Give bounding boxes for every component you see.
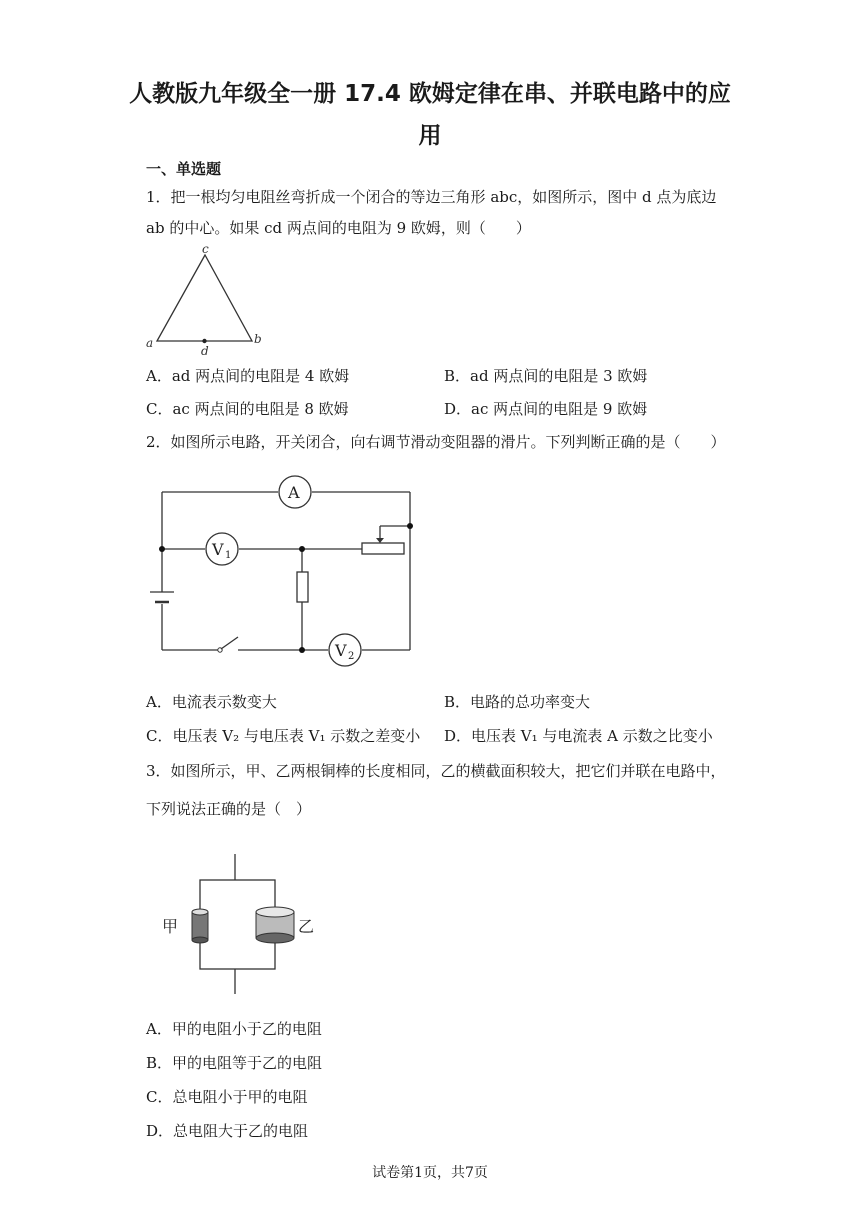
question-1-option-c[interactable]: C．ac 两点间的电阻是 8 欧姆 xyxy=(146,400,349,418)
voltmeter-2-subscript: 2 xyxy=(348,651,355,662)
section-heading: 一、单选题 xyxy=(146,160,222,178)
vertex-b-label: b xyxy=(254,332,262,346)
voltmeter-1-subscript: 1 xyxy=(225,550,232,561)
rod-yi-label: 乙 xyxy=(298,917,315,936)
voltmeter-1-label: V xyxy=(212,540,224,559)
vertex-a-label: a xyxy=(146,336,154,350)
question-3-stem-continued: 下列说法正确的是（ ） xyxy=(146,800,312,818)
question-3-option-c[interactable]: C．总电阻小于甲的电阻 xyxy=(146,1088,308,1106)
question-2-stem: 2．如图所示电路，开关闭合，向右调节滑动变阻器的滑片。下列判断正确的是（ ） xyxy=(146,433,726,451)
rod-jia-label: 甲 xyxy=(162,917,179,936)
question-2-option-c[interactable]: C．电压表 V₂ 与电压表 V₁ 示数之差变小 xyxy=(146,727,421,745)
triangle-figure xyxy=(140,243,280,361)
voltmeter-2-label: V xyxy=(335,641,347,660)
question-3-option-a[interactable]: A．甲的电阻小于乙的电阻 xyxy=(146,1020,322,1038)
page-title-continued: 用 xyxy=(418,123,442,149)
question-1-stem: 1．把一根均匀电阻丝弯折成一个闭合的等边三角形 abc，如图所示，图中 d 点为底边 xyxy=(146,188,717,206)
ammeter-label: A xyxy=(288,483,300,502)
copper-rods-figure xyxy=(160,850,330,1000)
circuit-figure xyxy=(150,474,420,670)
question-1-stem-continued: ab 的中心。如果 cd 两点间的电阻为 9 欧姆，则（ ） xyxy=(146,219,531,237)
point-d-label: d xyxy=(201,344,209,358)
question-1-option-a[interactable]: A．ad 两点间的电阻是 4 欧姆 xyxy=(146,367,350,385)
page-title: 人教版九年级全一册 17.4 欧姆定律在串、并联电路中的应 xyxy=(129,81,731,107)
question-2-option-b[interactable]: B．电路的总功率变大 xyxy=(444,693,591,711)
question-3-option-b[interactable]: B．甲的电阻等于乙的电阻 xyxy=(146,1054,323,1072)
question-3-stem: 3．如图所示，甲、乙两根铜棒的长度相同，乙的横截面积较大，把它们并联在电路中， xyxy=(146,762,726,780)
question-1-option-b[interactable]: B．ad 两点间的电阻是 3 欧姆 xyxy=(444,367,648,385)
vertex-c-label: c xyxy=(202,242,209,256)
question-2-option-a[interactable]: A．电流表示数变大 xyxy=(146,693,277,711)
question-3-option-d[interactable]: D．总电阻大于乙的电阻 xyxy=(146,1122,309,1140)
page-footer: 试卷第1页，共7页 xyxy=(372,1165,488,1181)
question-1-option-d[interactable]: D．ac 两点间的电阻是 9 欧姆 xyxy=(444,400,648,418)
question-2-option-d[interactable]: D．电压表 V₁ 与电流表 A 示数之比变小 xyxy=(444,727,713,745)
